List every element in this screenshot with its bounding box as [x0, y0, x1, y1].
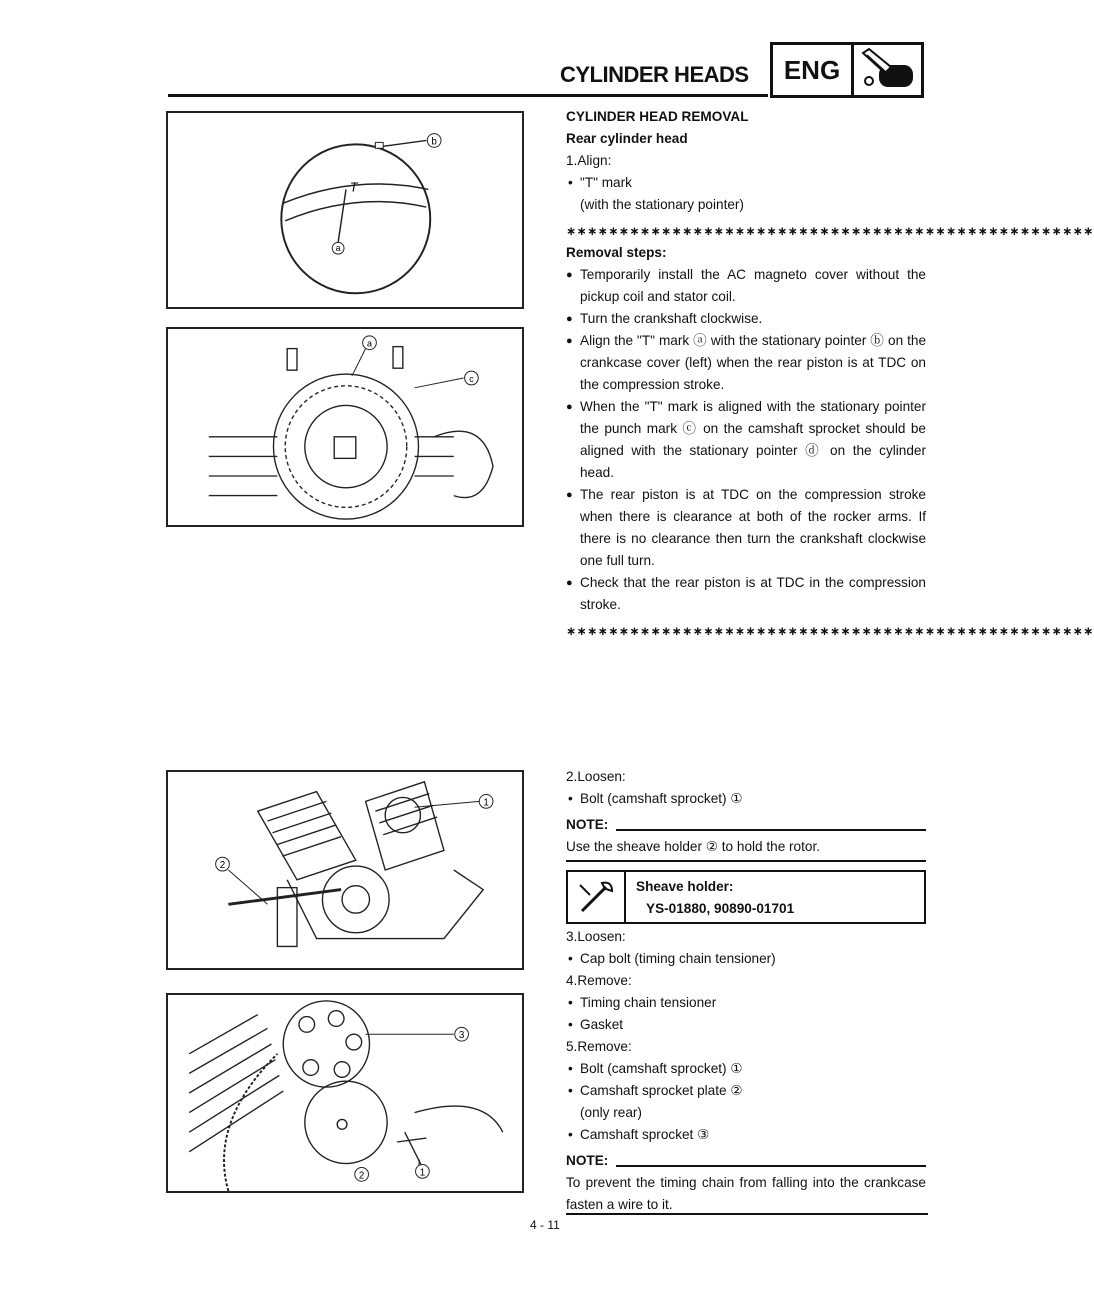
figure-label: b [431, 136, 437, 148]
figure-label: a [367, 338, 372, 349]
list-item-note: (only rear) [580, 1105, 642, 1120]
note-text: Use the sheave holder ② to hold the rotor. [566, 836, 926, 862]
eng-badge-label: ENG [773, 45, 854, 95]
bullet-item: ● Align the "T" mark ⓐ with the stationary pointer ⓑ on the crankcase cover (left) when the rear piston is at TDC on the compression stroke. [566, 330, 926, 396]
bullet-item: ● Check that the rear piston is at TDC in the compression stroke. [566, 572, 926, 616]
note-header [566, 1150, 926, 1172]
subheading: Rear cylinder head [566, 131, 688, 146]
removal-steps-heading: Removal steps: [566, 245, 667, 260]
engine-icon [854, 45, 921, 95]
list-item: • Cap bolt (timing chain tensioner) [566, 948, 926, 970]
step-label: 4.Remove: [566, 973, 632, 988]
list-item: • Camshaft sprocket ③ [566, 1124, 926, 1146]
bullet-item: ● When the "T" mark is aligned with the stationary pointer the punch mark ⓒ on the camshaft sprocket should be aligned with the stationary pointer ⓓ on the cylinder head. [566, 396, 926, 484]
figure-sprocket-removal [166, 993, 524, 1193]
section-badge [770, 42, 924, 98]
figure-label: 3 [458, 1030, 465, 1042]
wrench-icon [568, 872, 626, 922]
bullet-item: ● Temporarily install the AC magneto cover without the pickup coil and stator coil. [566, 264, 926, 308]
tool-name: Sheave holder: [636, 879, 734, 894]
section-end-rule [566, 1213, 928, 1215]
step-label: 5.Remove: [566, 1039, 632, 1054]
note-label: NOTE: [566, 1153, 609, 1168]
list-item: • "T" mark [566, 172, 926, 194]
section-heading: CYLINDER HEAD REMOVAL [566, 109, 749, 124]
list-item: • Gasket [566, 1014, 926, 1036]
note-header [566, 814, 926, 836]
figure-timing-mark [166, 111, 524, 309]
figure-label: 2 [358, 1170, 365, 1182]
figure-camshaft-sprocket [166, 327, 524, 527]
special-tool-box [566, 870, 926, 924]
separator-stars: ∗∗∗∗∗∗∗∗∗∗∗∗∗∗∗∗∗∗∗∗∗∗∗∗∗∗∗∗∗∗∗∗∗∗∗∗∗∗∗∗∗∗∗∗∗∗∗∗∗∗ [566, 624, 1094, 638]
separator-stars: ∗∗∗∗∗∗∗∗∗∗∗∗∗∗∗∗∗∗∗∗∗∗∗∗∗∗∗∗∗∗∗∗∗∗∗∗∗∗∗∗∗∗∗∗∗∗∗∗∗∗ [566, 224, 1094, 238]
step-label: 3.Loosen: [566, 929, 626, 944]
figure-label: 1 [483, 797, 489, 809]
page-title: CYLINDER HEADS [560, 62, 749, 87]
figure-label: c [469, 373, 474, 384]
list-item: • Timing chain tensioner [566, 992, 926, 1014]
figure-label: T [349, 179, 358, 195]
list-item: • Bolt (camshaft sprocket) ① [566, 788, 926, 810]
page-number: 4 - 11 [530, 1218, 560, 1232]
figure-label: 2 [219, 860, 226, 872]
bullet-item: ● Turn the crankshaft clockwise. [566, 308, 926, 330]
list-item: • Bolt (camshaft sprocket) ① [566, 1058, 926, 1080]
removal-instructions [566, 106, 1094, 642]
step-label: 1.Align: [566, 153, 612, 168]
figure-label: a [335, 243, 341, 254]
figure-label: 1 [419, 1167, 426, 1179]
list-item-note: (with the stationary pointer) [580, 197, 744, 212]
step-label: 2.Loosen: [566, 769, 626, 784]
note-text: To prevent the timing chain from falling into the crankcase fasten a wire to it. [566, 1175, 926, 1212]
bullet-item: ● The rear piston is at TDC on the compression stroke when there is clearance at both of the rocker arms. If there is no clearance then turn the crankshaft clockwise one full turn. [566, 484, 926, 572]
note-label: NOTE: [566, 817, 609, 832]
header-rule [168, 94, 768, 97]
figure-engine-sheave-holder [166, 770, 524, 970]
camshaft-instructions [566, 766, 926, 1216]
tool-part-numbers: YS-01880, 90890-01701 [646, 901, 795, 916]
list-item: • Camshaft sprocket plate ② [566, 1080, 926, 1102]
